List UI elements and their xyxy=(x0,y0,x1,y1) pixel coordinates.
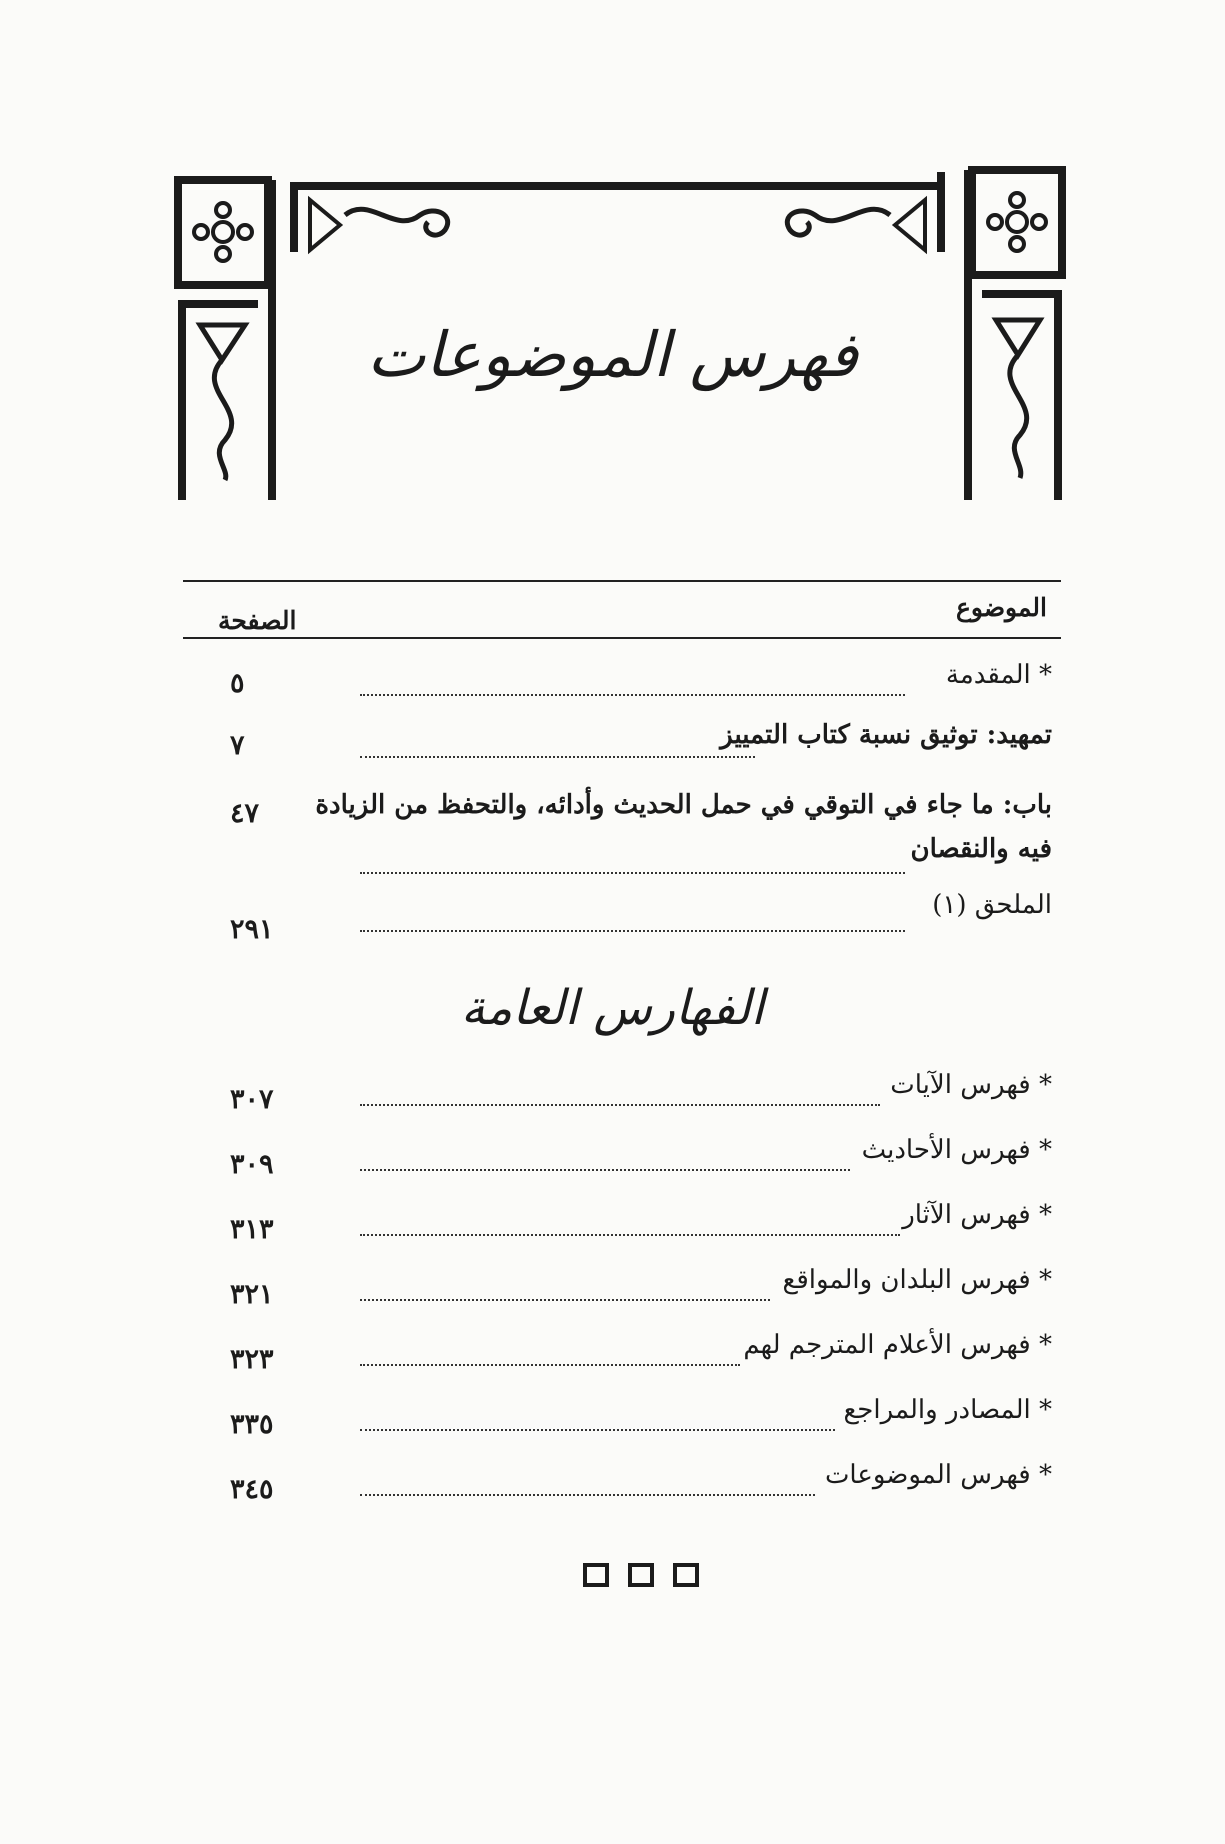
leader-dots xyxy=(360,1364,740,1366)
column-header-page: الصفحة xyxy=(218,606,297,635)
entry-page: ٢٩١ xyxy=(230,914,274,945)
leader-dots xyxy=(360,1234,900,1236)
entry-title: * فهرس الأعلام المترجم لهم xyxy=(743,1330,1052,1360)
entry-title: * المصادر والمراجع xyxy=(843,1395,1052,1425)
list-item xyxy=(200,1395,1060,1445)
list-item xyxy=(200,1200,1060,1250)
header-top-rule xyxy=(183,580,1061,582)
entry-page: ٣١٣ xyxy=(230,1214,274,1245)
entry-title: * فهرس البلدان والمواقع xyxy=(782,1265,1052,1295)
leader-dots xyxy=(360,694,905,696)
list-item xyxy=(200,1265,1060,1315)
leader-dots xyxy=(360,930,905,932)
entry-title: تمهيد: توثيق نسبة كتاب التمييز xyxy=(720,720,1052,750)
entry-title-continued: فيه والنقصان xyxy=(910,834,1052,864)
entry-page: ٧ xyxy=(230,730,245,761)
entry-title: * فهرس الآثار xyxy=(902,1200,1052,1230)
leader-dots xyxy=(360,1299,770,1301)
column-header-topic: الموضوع xyxy=(956,593,1047,622)
header-bottom-rule xyxy=(183,637,1061,639)
leader-dots xyxy=(360,756,755,758)
leader-dots xyxy=(360,1494,815,1496)
entry-page: ٣٢١ xyxy=(230,1279,274,1310)
page-title: فهرس الموضوعات xyxy=(367,318,858,391)
entry-title: باب: ما جاء في التوقي في حمل الحديث وأدائه، والتحفظ من الزيادة xyxy=(315,790,1052,820)
list-item xyxy=(200,1330,1060,1380)
entry-title: * فهرس الموضوعات xyxy=(824,1460,1052,1490)
entry-page: ٥ xyxy=(230,668,245,699)
entry-title: الملحق (١) xyxy=(932,890,1052,920)
list-item xyxy=(200,720,1060,780)
list-item xyxy=(200,790,1060,890)
entry-page: ٣٠٧ xyxy=(230,1084,274,1115)
entry-page: ٤٧ xyxy=(230,798,260,829)
leader-dots xyxy=(360,1104,880,1106)
entry-title: * المقدمة xyxy=(945,660,1052,690)
entry-title: * فهرس الآيات xyxy=(890,1070,1052,1100)
entry-title: * فهرس الأحاديث xyxy=(861,1135,1052,1165)
list-item xyxy=(200,1135,1060,1185)
list-item xyxy=(200,660,1060,710)
section-title: الفهارس العامة xyxy=(460,980,765,1036)
list-item xyxy=(200,1460,1060,1510)
entry-page: ٣٠٩ xyxy=(230,1149,274,1180)
end-ornament-icon xyxy=(582,1562,702,1588)
leader-dots xyxy=(360,872,905,874)
leader-dots xyxy=(360,1169,850,1171)
entry-page: ٣٣٥ xyxy=(230,1409,274,1440)
list-item xyxy=(200,1070,1060,1120)
entry-page: ٣٢٣ xyxy=(230,1344,274,1375)
list-item xyxy=(200,890,1060,950)
entry-page: ٣٤٥ xyxy=(230,1474,274,1505)
leader-dots xyxy=(360,1429,835,1431)
